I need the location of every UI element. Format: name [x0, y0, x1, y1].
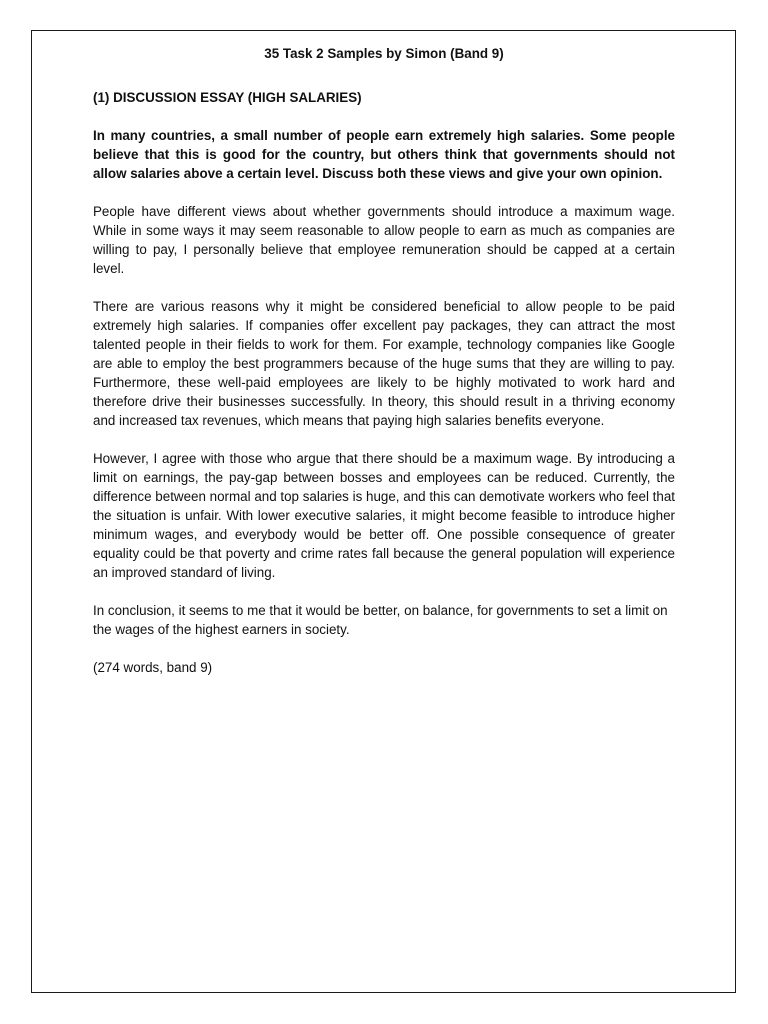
essay-introduction: People have different views about whether governments should introduce a maximum wage. While in some ways it may seem reasonable to allow people to earn as much as companies are willing to pay, I personally believe that employee remuneration should be capped at a certain level. [93, 204, 675, 276]
section-heading: (1) DISCUSSION ESSAY (HIGH SALARIES) [93, 90, 362, 105]
essay-question: In many countries, a small number of people earn extremely high salaries. Some people believe that this is good for the country, but others think that governments should not allow salaries above a certain level. Discuss both these views and give your own opinion. [93, 128, 675, 181]
essay-body-paragraph-1: There are various reasons why it might be considered beneficial to allow people to be paid extremely high salaries. If companies offer excellent pay packages, they can attract the most talented people in their fields to work for them. For example, technology companies like Google are able to employ the best programmers because of the huge sums that they are willing to pay. Furthermore, these well-paid employees are likely to be highly motivated to work hard and therefore drive their businesses successfully. In theory, this should result in a thriving economy and increased tax revenues, which means that paying high salaries benefits everyone. [93, 299, 675, 428]
essay-body-paragraph-2: However, I agree with those who argue that there should be a maximum wage. By introducing a limit on earnings, the pay-gap between bosses and employees can be reduced. Currently, the difference between normal and top salaries is huge, and this can demotivate workers who feel that the situation is unfair. With lower executive salaries, it might become feasible to introduce higher minimum wages, and everybody would be better off. One possible consequence of greater equality could be that poverty and crime rates fall because the general population will experience an improved standard of living. [93, 451, 675, 580]
document-body [93, 44, 675, 677]
word-count-note: (274 words, band 9) [93, 660, 213, 675]
essay-conclusion: In conclusion, it seems to me that it would be better, on balance, for governments to set a limit on the wages of the highest earners in society. [93, 603, 668, 637]
document-title: 35 Task 2 Samples by Simon (Band 9) [264, 46, 504, 61]
